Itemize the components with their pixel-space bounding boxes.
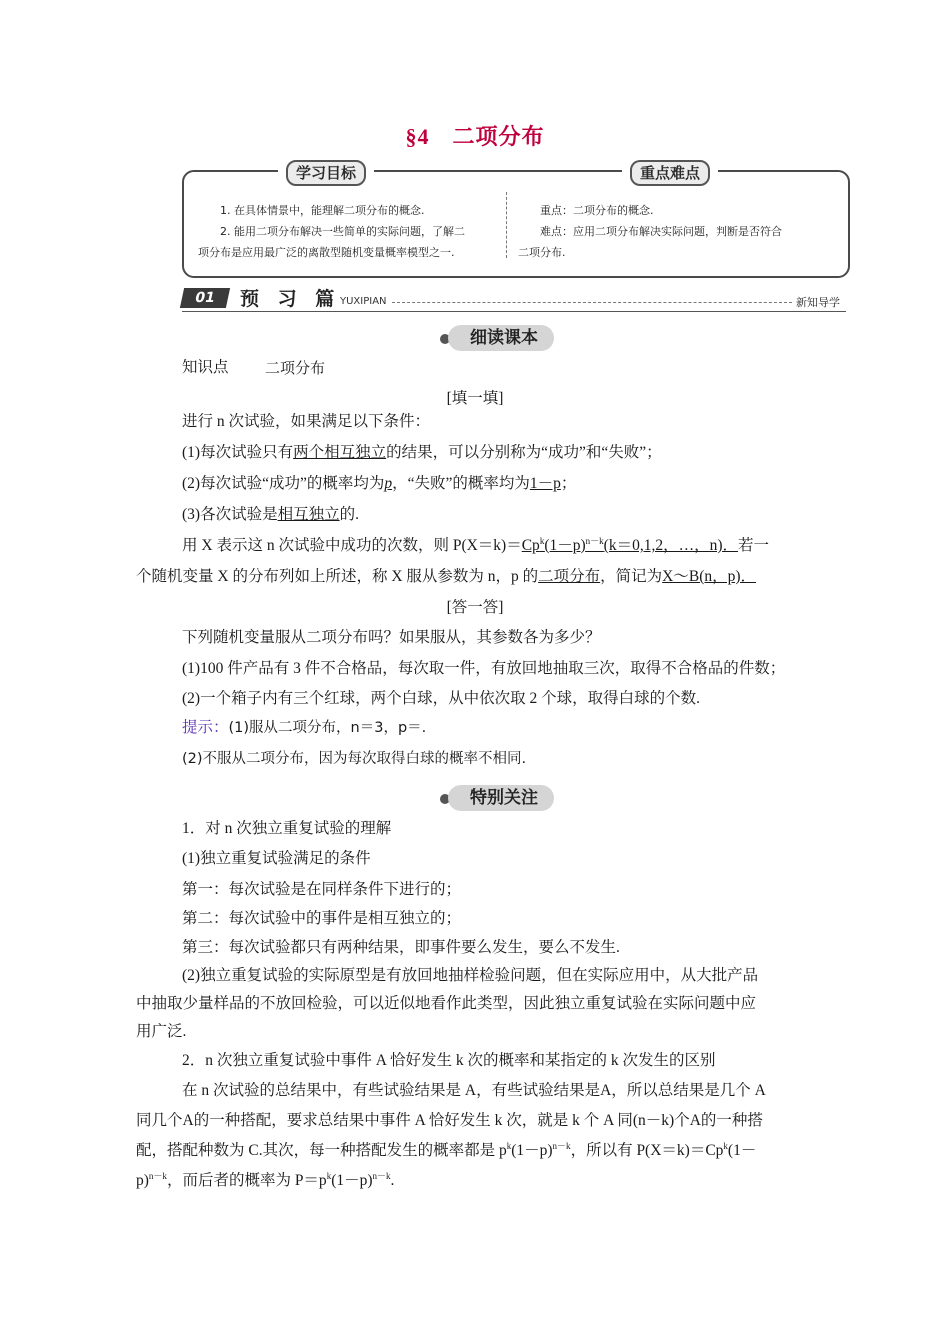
heading-special-attention: 特别关注	[448, 785, 554, 811]
section-pinyin: YUXIPIAN	[340, 296, 387, 307]
section-rule	[182, 311, 846, 312]
section-dashed-rule	[392, 302, 792, 303]
note-line: p)$^{n-k}$，而后者的概率为 $P=p^k(1-p)^{n-k}$.	[136, 1171, 395, 1189]
key-points-label	[622, 160, 718, 182]
knowledge-point-label: 知识点	[182, 359, 229, 376]
goal-line-1: 1. 在具体情景中，能理解二项分布的概念.	[220, 204, 425, 217]
heading-read-textbook: 细读课本	[448, 325, 554, 351]
text-line: (2)每次试验“成功”的概率均为p，“失败”的概率均为1－p；	[182, 475, 577, 492]
goals-divider	[506, 192, 507, 258]
section-subtitle: 新知导学	[796, 296, 840, 309]
text-line: (3)各次试验是相互独立的.	[182, 506, 359, 523]
note-line: 第三：每次试验都只有两种结果，即事件要么发生，要么不发生.	[182, 939, 620, 956]
note-line: 1．对 n 次独立重复试验的理解	[182, 820, 392, 837]
note-line: 在 n 次试验的总结果中，有些试验结果是 A，有些试验结果是A，所以总结果是几个 A	[182, 1082, 766, 1099]
section-number: 01	[180, 288, 230, 308]
text-line: 个随机变量 X 的分布列如上所述，称 X 服从参数为 n，p 的二项分布，简记为X～B(n，p)．	[136, 568, 757, 585]
note-line: 2．n 次独立重复试验中事件 A 恰好发生 k 次的概率和某指定的 k 次发生的区别	[182, 1052, 716, 1069]
text-line: (1)每次试验只有两个相互独立的结果，可以分别称为“成功”和“失败”；	[182, 444, 662, 461]
knowledge-point-title: 二项分布	[265, 359, 326, 377]
note-line: 同几个A的一种搭配，要求总结果中事件 A 恰好发生 k 次，就是 k 个 A 同(n－k)个A的一种搭	[136, 1112, 763, 1129]
goal-line-3: 项分布是应用最广泛的离散型随机变量概率模型之一.	[198, 246, 455, 259]
goals-label-text: 学习目标	[286, 160, 366, 186]
hint-line	[182, 718, 426, 738]
note-line: 第一：每次试验是在同样条件下进行的；	[182, 881, 462, 898]
answer-1: (1)服从二项分布，n＝3，p＝.	[228, 720, 427, 736]
question-2: (2)一个箱子内有三个红球，两个白球，从中依次取 2 个球，取得白球的个数.	[182, 690, 700, 707]
text-line: 用 X 表示这 n 次试验中成功的次数，则 $P(X=k)=Cp^k(1-p)^{n-k}(k=0,1,2$，…，n)．若一	[182, 536, 769, 554]
note-line: 中抽取少量样品的不放回检验，可以近似地看作此类型，因此独立重复试验在实际问题中应	[136, 995, 757, 1012]
text-line: 进行 n 次试验，如果满足以下条件：	[182, 413, 431, 430]
question-1: (1)100 件产品有 3 件不合格品，每次取一件，有放回地抽取三次，取得不合格品的件数；	[182, 660, 786, 677]
note-line: (1)独立重复试验满足的条件	[182, 850, 371, 867]
fill-in-label: [填一填]	[446, 390, 504, 407]
goal-line-2: 2. 能用二项分布解决一些简单的实际问题，了解二	[220, 225, 465, 238]
key-point-line-3: 二项分布.	[518, 246, 566, 259]
key-points-label-text: 重点难点	[630, 160, 710, 186]
answer-label: [答一答]	[446, 599, 504, 616]
hint-label: 提示：	[182, 719, 229, 736]
question: 下列随机变量服从二项分布吗？如果服从，其参数各为多少？	[182, 629, 601, 646]
note-line: (2)独立重复试验的实际原型是有放回地抽样检验问题，但在实际应用中，从大批产品	[182, 967, 759, 984]
goals-label	[278, 160, 374, 182]
answer-2: (2)不服从二项分布，因为每次取得白球的概率不相同.	[182, 751, 527, 767]
section-title: 预 习 篇	[240, 288, 341, 310]
goals-text	[198, 200, 498, 263]
key-point-line-1: 重点：二项分布的概念.	[540, 204, 654, 217]
key-points-text	[518, 200, 836, 263]
note-line: 第二：每次试验中的事件是相互独立的；	[182, 910, 462, 927]
note-line: 用广泛.	[136, 1023, 187, 1040]
note-line: 配，搭配种数为 C.其次，每一种搭配发生的概率都是 $p^k(1-p)^{n-k}$，所以有 $P(X=k)=Cp^k(1-$	[136, 1141, 757, 1159]
key-point-line-2: 难点：应用二项分布解决实际问题，判断是否符合	[540, 225, 782, 238]
page-title: §4 二项分布	[405, 124, 545, 149]
